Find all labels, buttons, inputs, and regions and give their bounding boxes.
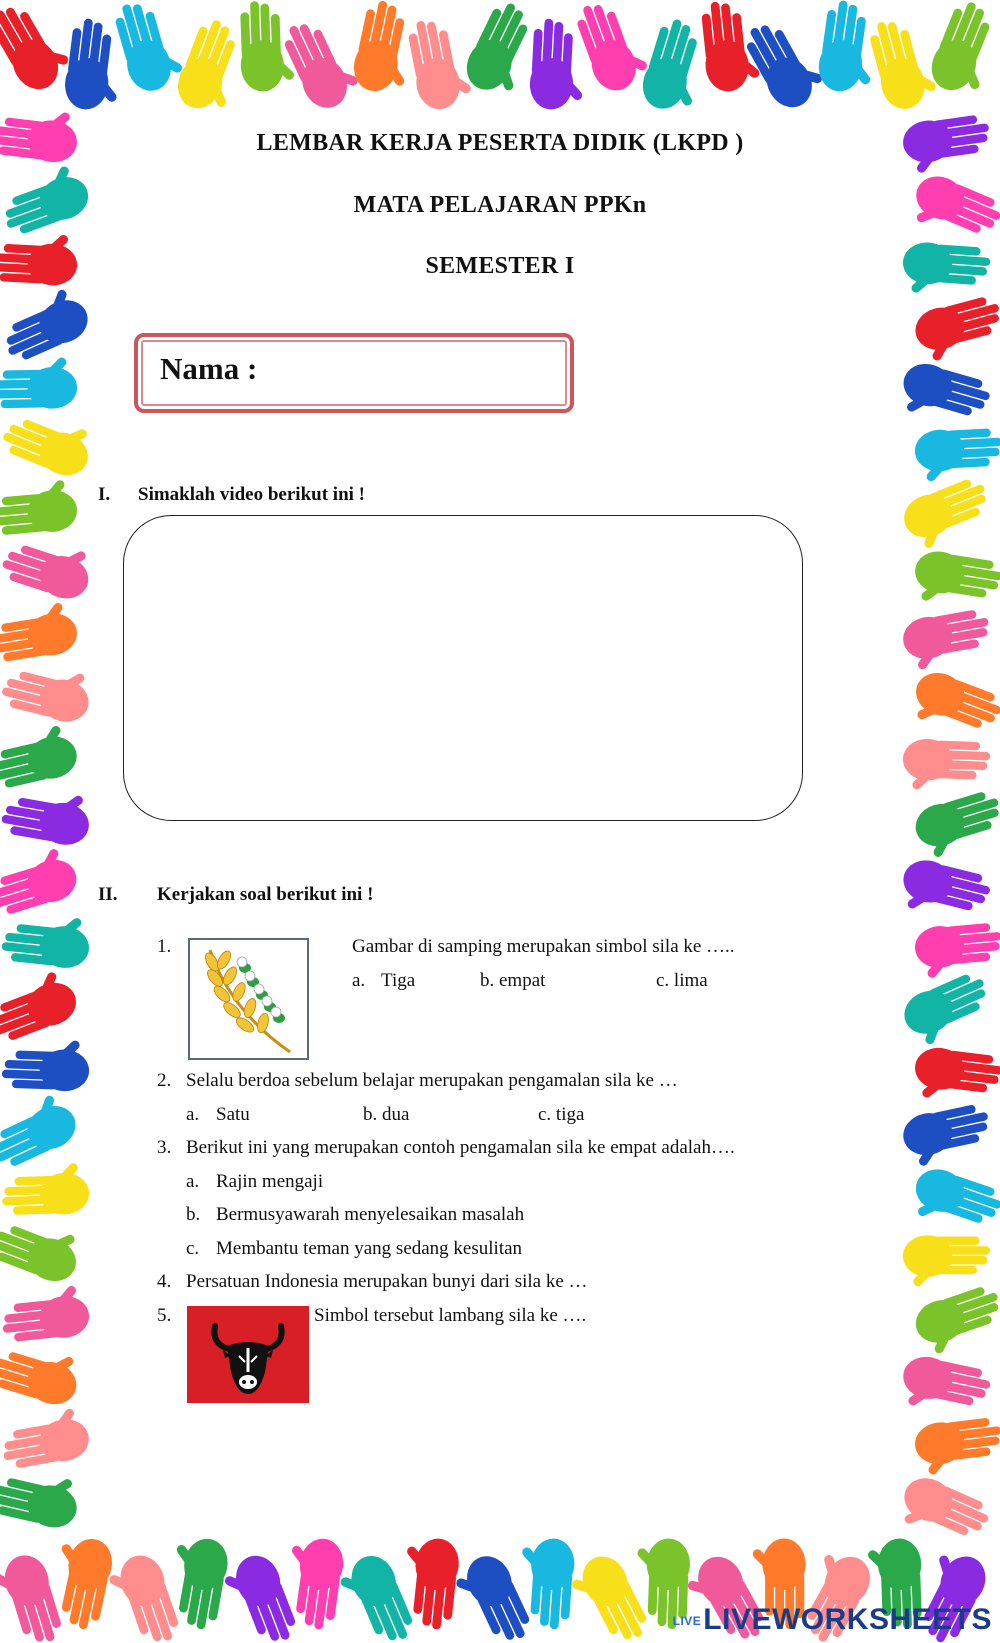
hand-print-icon [1, 1036, 90, 1092]
question-2-option-b[interactable]: b. dua [363, 1104, 410, 1125]
hand-print-icon [0, 1461, 83, 1532]
name-field[interactable] [134, 333, 574, 413]
rice-cotton-symbol-image [188, 938, 309, 1060]
hand-print-icon [0, 355, 77, 409]
section-2-number: II. [98, 884, 118, 905]
hand-print-icon [913, 921, 1000, 981]
hand-print-icon [914, 427, 1000, 484]
hand-print-icon [0, 1550, 66, 1643]
hand-print-icon [0, 1088, 83, 1173]
bull-head-icon [187, 1306, 309, 1403]
hand-print-icon [333, 1549, 419, 1643]
section-2-instruction: Kerjakan soal berikut ini ! [157, 884, 374, 905]
hand-print-icon [910, 548, 1000, 614]
hand-print-icon [529, 18, 588, 111]
question-1-number: 1. [157, 936, 172, 957]
hand-print-icon [0, 909, 92, 971]
question-4-text: Persatuan Indonesia merupakan bunyi dari sila ke … [186, 1271, 588, 1292]
rice-cotton-icon [190, 940, 306, 1057]
name-label: Nama : [160, 351, 258, 386]
question-2-option-c[interactable]: c. tiga [538, 1104, 585, 1125]
hand-print-icon [278, 10, 366, 115]
hand-print-icon [906, 1163, 1000, 1241]
hand-print-icon [0, 1283, 91, 1345]
hand-print-icon [0, 528, 97, 605]
question-3-option-a[interactable]: Rajin mengaji [216, 1171, 324, 1192]
hand-print-icon [910, 1281, 1000, 1359]
hand-print-icon [218, 1549, 302, 1643]
question-2-option-a-letter: a. [186, 1104, 200, 1125]
hand-print-icon [1, 1161, 90, 1217]
hand-print-icon [0, 1208, 86, 1288]
hand-print-icon [0, 599, 80, 665]
question-1-option-c[interactable]: c. lima [656, 970, 708, 991]
hand-print-icon [739, 10, 831, 116]
question-4-number: 4. [157, 1271, 172, 1292]
hand-print-icon [0, 283, 95, 367]
question-1-option-a[interactable]: Tiga [381, 970, 416, 991]
question-5-number: 5. [157, 1305, 172, 1326]
hand-print-icon [0, 1334, 85, 1410]
subject-title: MATA PELAJARAN PPKn [353, 192, 647, 218]
hand-print-icon [911, 1045, 1000, 1108]
section-1-number: I. [98, 484, 111, 505]
hand-print-icon [0, 1404, 92, 1471]
hand-print-icon [903, 1235, 990, 1288]
watermark-brand: LIVEWORKSHEETS [703, 1603, 992, 1636]
question-3-option-c[interactable]: Membantu teman yang sedang kesulitan [216, 1238, 523, 1259]
question-3-option-b[interactable]: Bermusyawarah menyelesaikan masalah [216, 1204, 525, 1225]
hand-print-icon [404, 14, 475, 113]
question-2-text: Selalu berdoa sebelum belajar merupakan pengamalan sila ke … [186, 1070, 678, 1091]
question-2-option-a[interactable]: Satu [216, 1104, 250, 1125]
hand-print-icon [897, 1352, 993, 1422]
question-3-number: 3. [157, 1137, 172, 1158]
video-placeholder[interactable] [123, 515, 803, 821]
liveworksheets-watermark[interactable] [673, 1603, 992, 1637]
hand-print-icon [110, 0, 188, 96]
question-3-option-c-letter: c. [186, 1238, 200, 1259]
hand-print-icon [62, 17, 127, 113]
question-1-text: Gambar di samping merupakan simbol sila ke ….. [352, 936, 735, 957]
hand-print-icon [899, 1101, 995, 1171]
section-1-instruction: Simaklah video berikut ini ! [138, 484, 365, 505]
question-1-option-b[interactable]: b. empat [480, 970, 546, 991]
hand-print-icon [896, 855, 993, 927]
hand-print-icon [913, 1415, 1000, 1478]
hand-print-icon [895, 358, 993, 433]
hand-print-icon [564, 1549, 654, 1643]
hand-print-icon [571, 0, 653, 97]
hand-print-icon [906, 666, 1000, 746]
question-5-text: Simbol tersebut lambang sila ke …. [314, 1305, 587, 1326]
hand-print-icon [0, 477, 79, 537]
hand-print-icon [103, 1550, 184, 1643]
hand-print-icon [0, 654, 96, 726]
bull-head-symbol-image [187, 1306, 309, 1403]
hand-print-icon [865, 12, 941, 114]
semester-title: SEMESTER I [425, 253, 575, 279]
hand-print-icon [897, 968, 998, 1052]
question-3-text: Berikut ini yang merupakan contoh pengamalan sila ke empat adalah…. [186, 1137, 735, 1158]
hand-print-icon [910, 787, 1000, 863]
hand-print-icon [0, 401, 99, 483]
question-1-option-a-letter: a. [352, 970, 366, 991]
question-2-number: 2. [157, 1070, 172, 1091]
hand-print-icon [0, 721, 81, 792]
worksheet-title: LEMBAR KERJA PESERTA DIDIK (LKPD ) [256, 130, 744, 156]
hand-print-icon [448, 1549, 536, 1643]
hand-print-icon [911, 292, 1000, 366]
hand-print-icon [0, 843, 82, 919]
hand-print-icon [0, 966, 82, 1046]
hand-print-icon [902, 738, 991, 794]
question-3-option-b-letter: b. [186, 1204, 201, 1225]
watermark-logo-text: LIVE [672, 1614, 702, 1629]
hand-print-icon [900, 606, 995, 673]
question-3-option-a-letter: a. [186, 1171, 200, 1192]
hand-print-icon [898, 473, 999, 555]
hand-print-icon [0, 781, 94, 848]
